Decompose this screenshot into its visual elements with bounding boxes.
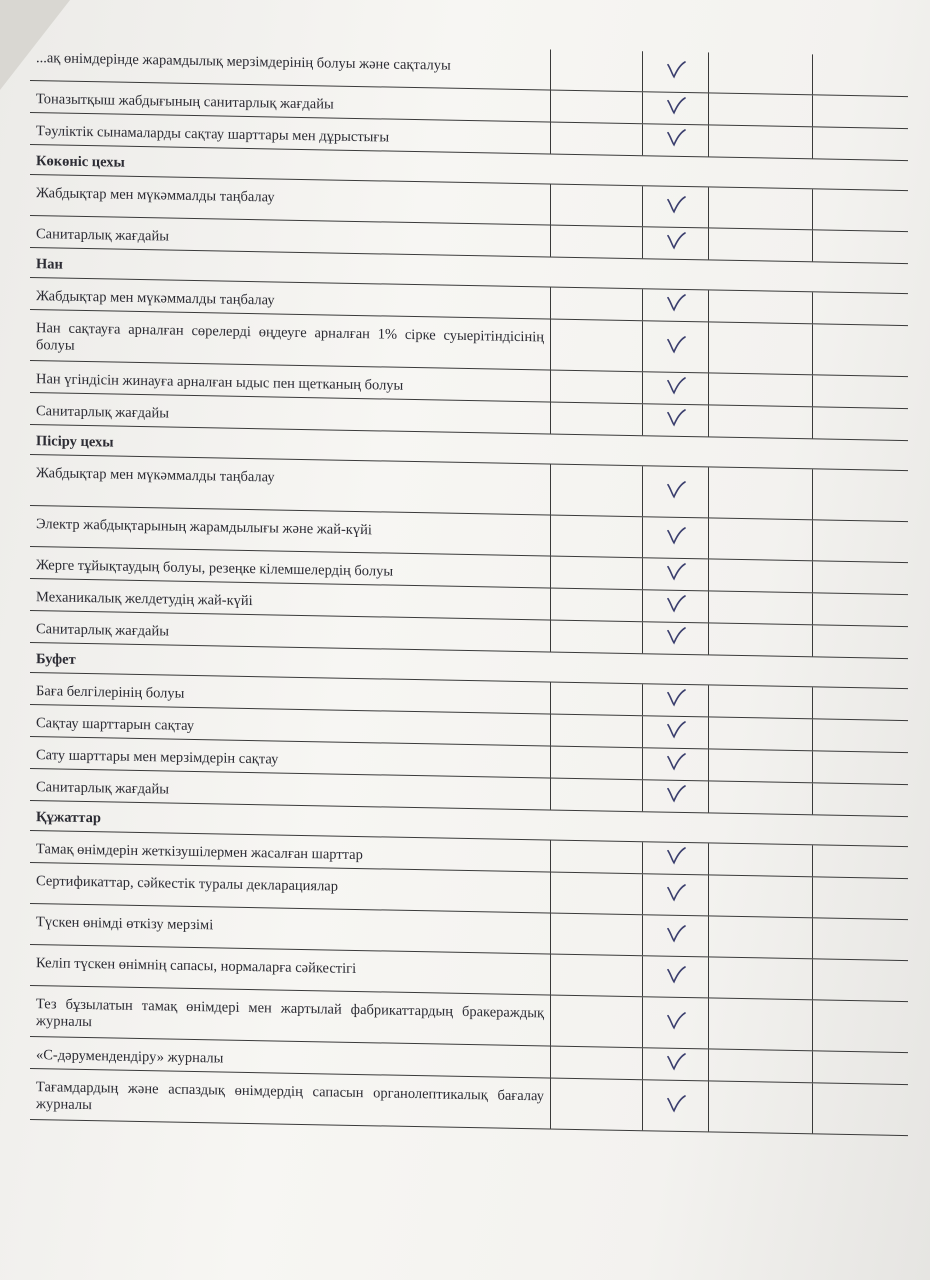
empty-cell	[812, 324, 908, 376]
empty-cell	[550, 403, 642, 436]
check-cell	[642, 842, 708, 874]
empty-cell	[812, 520, 908, 562]
empty-cell	[550, 185, 642, 227]
row-label: Нан сақтауға арналған сөрелерді өңдеуге арналған 1% сірке суыерітіндісінің болуы	[36, 320, 544, 354]
empty-cell	[708, 957, 812, 999]
check-cell	[642, 590, 708, 622]
checkmark-icon	[666, 924, 686, 947]
check-cell	[642, 874, 708, 915]
empty-cell	[812, 625, 908, 658]
check-cell	[642, 956, 708, 997]
row-label: Сертификаттар, сәйкестік туралы декларациялар	[36, 873, 338, 895]
empty-cell	[812, 189, 908, 231]
checkmark-icon	[666, 335, 686, 358]
empty-cell	[708, 1081, 812, 1133]
check-cell	[642, 684, 708, 716]
empty-cell	[708, 405, 812, 438]
empty-cell	[708, 998, 812, 1050]
empty-cell	[550, 589, 642, 622]
empty-cell	[812, 292, 908, 325]
empty-cell	[812, 687, 908, 720]
empty-cell	[550, 465, 642, 517]
empty-cell	[708, 125, 812, 158]
checkmark-icon	[666, 785, 686, 808]
empty-cell	[708, 749, 812, 782]
row-label: Механикалық желдетудің жай-күйі	[36, 589, 253, 610]
check-cell	[642, 748, 708, 780]
row-label: Жабдықтар мен мүкәммалды таңбалау	[36, 288, 275, 309]
check-cell	[642, 915, 708, 956]
empty-cell	[812, 230, 908, 263]
empty-cell	[550, 557, 642, 590]
row-label: Келіп түскен өнімнің сапасы, нормаларға сәйкестігі	[36, 955, 357, 977]
empty-cell	[812, 127, 908, 160]
check-cell	[642, 51, 708, 92]
row-label: Санитарлық жағдайы	[36, 403, 169, 422]
empty-cell	[812, 719, 908, 752]
empty-cell	[708, 93, 812, 126]
empty-cell	[812, 918, 908, 960]
empty-cell	[550, 320, 642, 372]
row-label: Тәуліктік сынамаларды сақтау шарттары мен дұрыстығы	[36, 123, 390, 146]
checkmark-icon	[666, 294, 686, 317]
empty-cell	[708, 781, 812, 814]
empty-cell	[708, 591, 812, 624]
empty-cell	[550, 683, 642, 716]
empty-cell	[812, 877, 908, 919]
check-cell	[642, 404, 708, 436]
checkmark-icon	[666, 847, 686, 870]
empty-cell	[812, 469, 908, 521]
empty-cell	[812, 407, 908, 440]
empty-cell	[708, 467, 812, 519]
checkmark-icon	[666, 60, 686, 83]
checkmark-icon	[666, 195, 686, 218]
checkmark-icon	[666, 627, 686, 650]
row-label: Жерге тұйықтаудың болуы, резеңке кілемшелердің болуы	[36, 557, 394, 580]
checkmark-icon	[666, 409, 686, 432]
empty-cell	[550, 288, 642, 321]
check-cell	[642, 92, 708, 124]
empty-cell	[550, 841, 642, 874]
empty-cell	[550, 1047, 642, 1080]
empty-cell	[708, 290, 812, 323]
checkmark-icon	[666, 232, 686, 255]
check-cell	[642, 1048, 708, 1080]
row-label: Баға белгілерінің болуы	[36, 683, 185, 702]
empty-cell	[812, 959, 908, 1001]
check-cell	[642, 124, 708, 156]
section-heading: Нан	[30, 248, 908, 294]
row-label: Санитарлық жағдайы	[36, 621, 169, 640]
empty-cell	[550, 914, 642, 956]
check-cell	[642, 466, 708, 517]
empty-cell	[812, 54, 908, 96]
row-label: Сақтау шарттарын сақтау	[36, 715, 195, 735]
empty-cell	[812, 751, 908, 784]
row-label: Жабдықтар мен мүкәммалды таңбалау	[36, 465, 275, 486]
checkmark-icon	[666, 526, 686, 549]
checkmark-icon	[666, 129, 686, 152]
checkmark-icon	[666, 1011, 686, 1034]
empty-cell	[708, 518, 812, 560]
section-heading: Құжаттар	[30, 801, 908, 847]
empty-cell	[550, 996, 642, 1048]
row-label: Түскен өнімді өткізу мерзімі	[36, 914, 214, 934]
empty-cell	[550, 779, 642, 812]
check-cell	[642, 372, 708, 404]
row-label: Тағамдардың және аспаздық өнімдердің сапасын органолептикалық бағалау журналы	[36, 1079, 544, 1114]
empty-cell	[550, 50, 642, 92]
empty-cell	[550, 91, 642, 124]
row-label: Санитарлық жағдайы	[36, 779, 169, 798]
check-cell	[642, 558, 708, 590]
empty-cell	[812, 593, 908, 626]
check-cell	[642, 517, 708, 558]
row-label: Тоназытқыш жабдығының санитарлық жағдайы	[36, 91, 334, 113]
row-label: Жабдықтар мен мүкәммалды таңбалау	[36, 185, 275, 206]
empty-cell	[708, 717, 812, 750]
checkmark-icon	[666, 721, 686, 744]
check-cell	[642, 997, 708, 1048]
checkmark-icon	[666, 883, 686, 906]
empty-cell	[708, 52, 812, 94]
empty-cell	[708, 559, 812, 592]
checkmark-icon	[666, 480, 686, 503]
empty-cell	[708, 322, 812, 374]
empty-cell	[550, 955, 642, 997]
section-heading: Пісіру цехы	[30, 425, 908, 471]
row-label: Нан үгіндісін жинауға арналған ыдыс пен щетканың болуы	[36, 371, 404, 394]
checkmark-icon	[666, 595, 686, 618]
empty-cell	[708, 1049, 812, 1082]
row-label: Тамақ өнімдерін жеткізушілермен жасалған шарттар	[36, 841, 363, 864]
empty-cell	[812, 783, 908, 816]
row-label: Сату шарттары мен мерзімдерін сақтау	[36, 747, 279, 768]
check-cell	[642, 227, 708, 259]
empty-cell	[812, 845, 908, 878]
check-cell	[642, 622, 708, 654]
empty-cell	[550, 371, 642, 404]
checkmark-icon	[666, 689, 686, 712]
checkmark-icon	[666, 377, 686, 400]
check-cell	[642, 780, 708, 812]
empty-cell	[708, 916, 812, 958]
checkmark-icon	[666, 965, 686, 988]
row-label: «С-дәрумендендіру» журналы	[36, 1047, 224, 1067]
empty-cell	[550, 123, 642, 156]
empty-cell	[550, 747, 642, 780]
empty-cell	[708, 843, 812, 876]
empty-cell	[708, 187, 812, 229]
empty-cell	[550, 715, 642, 748]
empty-cell	[812, 1051, 908, 1084]
empty-cell	[550, 516, 642, 558]
section-heading: Буфет	[30, 643, 908, 689]
empty-cell	[550, 1079, 642, 1131]
empty-cell	[550, 621, 642, 654]
empty-cell	[708, 623, 812, 656]
checklist-table	[30, 40, 908, 1136]
check-cell	[642, 1080, 708, 1131]
empty-cell	[812, 95, 908, 128]
row-label: Санитарлық жағдайы	[36, 226, 169, 245]
checkmark-icon	[666, 1094, 686, 1117]
empty-cell	[812, 1000, 908, 1052]
section-heading: Көкөніс цехы	[30, 145, 908, 191]
empty-cell	[708, 875, 812, 917]
check-cell	[642, 716, 708, 748]
check-cell	[642, 321, 708, 372]
empty-cell	[812, 561, 908, 594]
checkmark-icon	[666, 97, 686, 120]
row-label: Электр жабдықтарының жарамдылығы және жай-күйі	[36, 516, 372, 539]
checkmark-icon	[666, 753, 686, 776]
empty-cell	[550, 226, 642, 259]
check-cell	[642, 289, 708, 321]
empty-cell	[812, 1083, 908, 1135]
check-cell	[642, 186, 708, 227]
empty-cell	[708, 228, 812, 261]
checkmark-icon	[666, 1053, 686, 1076]
empty-cell	[550, 873, 642, 915]
checkmark-icon	[666, 563, 686, 586]
empty-cell	[708, 373, 812, 406]
empty-cell	[812, 375, 908, 408]
empty-cell	[708, 685, 812, 718]
row-label: Тез бұзылатын тамақ өнімдері мен жартылай фабрикаттардың бракераждық журналы	[36, 996, 544, 1031]
row-label: ...ақ өнімдерінде жарамдылық мерзімдерінің болуы және сақталуы	[36, 50, 451, 74]
